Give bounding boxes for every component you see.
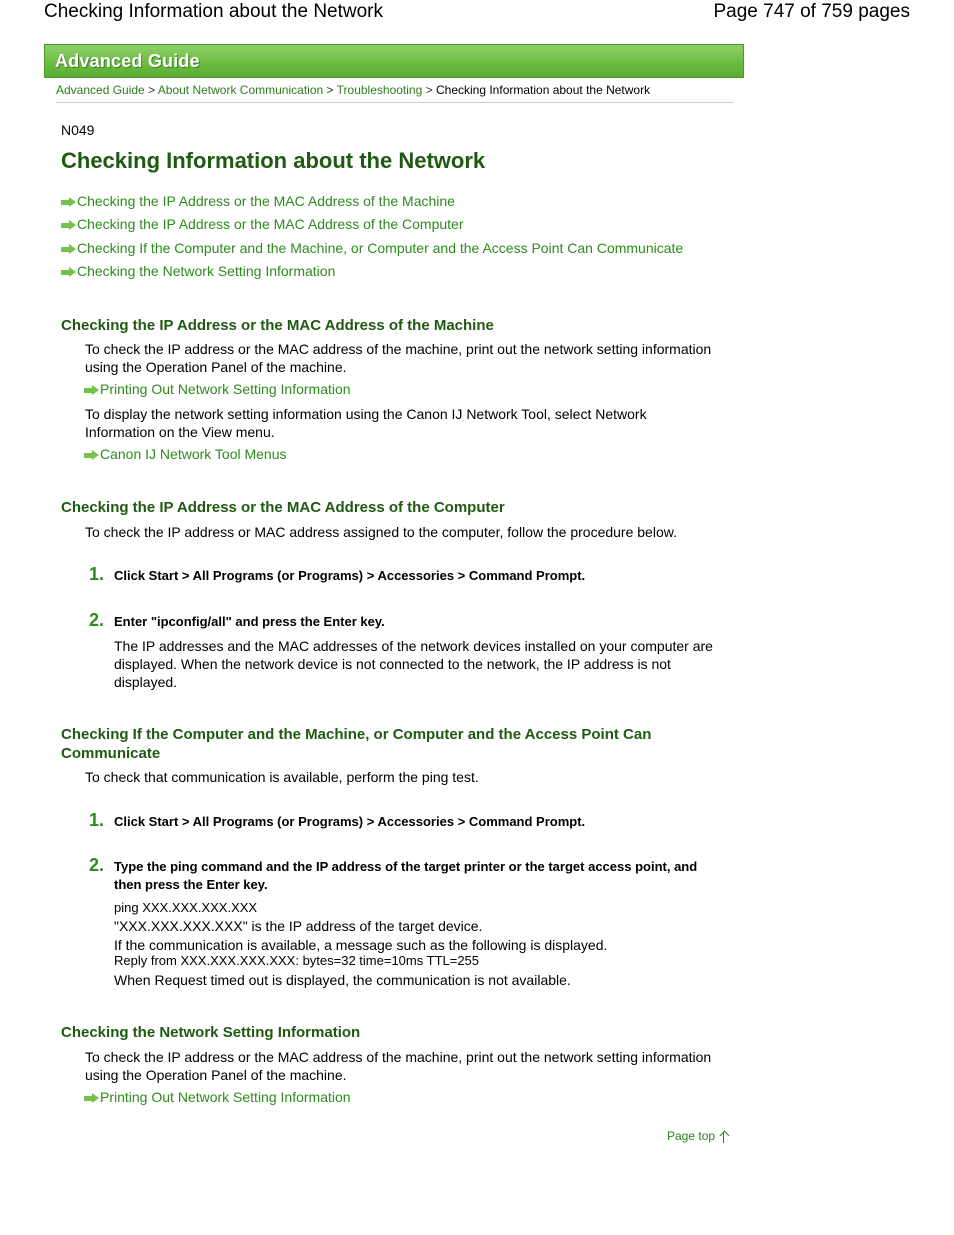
section-heading-machine: Checking the IP Address or the MAC Address of the Machine [61,317,494,334]
toc-label: Checking the IP Address or the MAC Address of the Computer [77,216,464,233]
section-heading-computer: Checking the IP Address or the MAC Address of the Computer [61,499,505,516]
arrow-up-icon [718,1129,730,1143]
breadcrumb [56,83,734,103]
arrow-right-icon [61,197,76,207]
step-number: 2. [89,855,105,875]
step-text: Click Start > All Programs (or Programs) > Accessories > Command Prompt. [114,814,586,829]
arrow-right-icon [84,450,99,460]
link-label: Printing Out Network Setting Information [100,381,351,397]
breadcrumb-separator: > [148,83,156,97]
link-label: Printing Out Network Setting Information [100,1089,351,1105]
toc-link-computer-address[interactable] [61,216,683,239]
section-setting-para1: To check the IP address or the MAC address of the machine, print out the network setting information using the Operation Panel of the machine. [85,1049,712,1083]
section-machine-para1: To check the IP address or the MAC address of the machine, print out the network setting information using the Operation Panel of the machine. [85,341,712,375]
advanced-guide-banner [44,44,744,78]
arrow-right-icon [61,220,76,230]
table-of-contents [61,193,683,286]
link-printing-out-network-setting[interactable] [84,381,351,397]
page-top-label: Page top [667,1129,716,1143]
toc-label: Checking If the Computer and the Machine, or Computer and the Access Point Can Communicate [77,239,684,256]
step-detail: The IP addresses and the MAC addresses of the network devices installed on your computer are displayed. When the network device is not connected to the network, the IP address is not displayed. [114,638,713,690]
section-computer-intro: To check the IP address or MAC address assigned to the computer, follow the procedure below. [85,524,677,540]
arrow-right-icon [84,385,99,395]
page-indicator: Page 747 of 759 pages [713,1,910,22]
section-heading-communicate: Checking If the Computer and the Machine, or Computer and the Access Point Can Communicate [61,726,652,762]
link-label: Canon IJ Network Tool Menus [100,446,287,462]
step-text: Enter "ipconfig/all" and press the Enter key. [114,614,385,629]
breadcrumb-separator: > [425,83,433,97]
toc-link-communicate[interactable] [61,240,683,263]
toc-link-machine-address[interactable] [61,193,683,216]
page-top-link[interactable] [667,1129,730,1143]
toc-label: Checking the IP Address or the MAC Address of the Machine [77,193,455,209]
step-number: 1. [89,564,105,584]
step-text: Type the ping command and the IP address of the target printer or the target access point, and then press the Enter key. [114,859,698,892]
banner-label: Advanced Guide [55,51,200,71]
step-text: Click Start > All Programs (or Programs) > Accessories > Command Prompt. [114,568,586,583]
toc-link-network-setting[interactable] [61,263,683,286]
step-number: 1. [89,810,105,830]
section-ping-intro: To check that communication is available, perform the ping test. [85,769,479,785]
step-number: 2. [89,610,105,630]
link-canon-ij-network-tool-menus[interactable] [84,446,287,462]
arrow-right-icon [84,1093,99,1103]
ping-note: "XXX.XXX.XXX.XXX" is the IP address of the target device. [114,918,483,934]
ping-command: ping XXX.XXX.XXX.XXX [114,900,258,915]
breadcrumb-link-advanced-guide[interactable]: Advanced Guide [56,83,145,97]
doc-code: N049 [61,122,95,138]
ping-note: If the communication is available, a message such as the following is displayed. [114,937,608,953]
section-machine-para2: To display the network setting information using the Canon IJ Network Tool, select Network Information on the View menu. [85,406,647,440]
ping-reply-example: Reply from XXX.XXX.XXX.XXX: bytes=32 time=10ms TTL=255 [114,953,480,968]
arrow-right-icon [61,244,76,254]
toc-label: Checking the Network Setting Information [77,262,336,279]
breadcrumb-link-about-network[interactable]: About Network Communication [157,83,324,97]
ping-note: When Request timed out is displayed, the communication is not available. [114,972,571,988]
breadcrumb-separator: > [326,83,334,97]
document-header-title: Checking Information about the Network [44,1,384,22]
section-heading-network-setting: Checking the Network Setting Information [61,1024,361,1041]
arrow-right-icon [61,267,76,277]
breadcrumb-link-troubleshooting[interactable]: Troubleshooting [336,83,423,97]
link-printing-out-network-setting[interactable] [84,1089,351,1105]
breadcrumb-current: Checking Information about the Network [435,83,651,97]
page-title: Checking Information about the Network [61,148,486,173]
